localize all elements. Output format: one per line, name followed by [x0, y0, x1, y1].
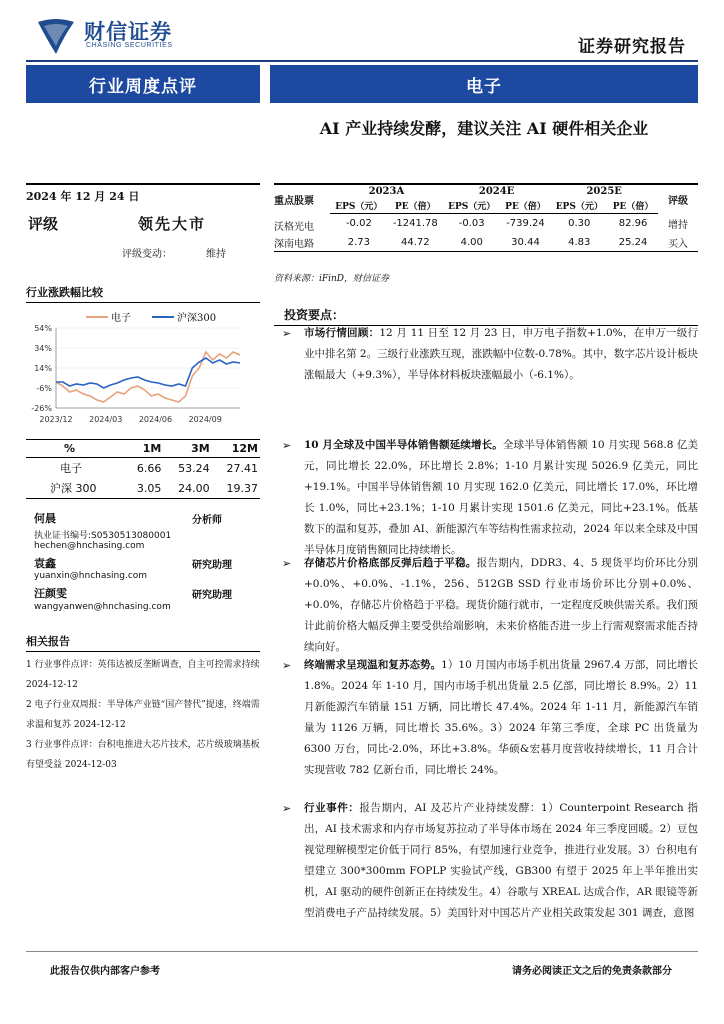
table-header-cell: EPS（元）: [443, 198, 501, 214]
table-header-cell: 评级: [658, 184, 698, 214]
table-source: 资料来源：iFinD，财信证券: [274, 274, 390, 284]
table-header-cell: 3M: [163, 440, 211, 458]
related-report-item[interactable]: 2 电子行业双周报：半导体产业链“国产替代”提速，终端需求温和复苏 2024-12-12: [26, 700, 260, 730]
legend-label: 沪深300: [177, 313, 217, 324]
report-headline: AI 产业持续发酵，建议关注 AI 硬件相关企业: [319, 119, 649, 138]
investment-point: [282, 435, 698, 561]
point-heading: 终端需求呈现温和复苏态势。: [304, 659, 442, 671]
investment-point: [282, 323, 698, 386]
analyst-email[interactable]: hechen@hnchasing.com: [34, 541, 145, 551]
table-row: [274, 214, 698, 234]
header-divider: [26, 60, 698, 62]
related-reports-list: [26, 655, 260, 775]
table-cell: 增持: [668, 220, 688, 231]
analyst-role: 研究助理: [192, 590, 232, 601]
point-text: 12 月 11 日至 12 月 23 日，申万电子指数+1.0%，在申万一级行业中排名第 2。三级行业涨跌互现，涨跌幅中位数-0.78%。其中，数字芯片设计板块涨幅最大（+9.3%），半导体材料板块涨幅最小（-6.1%）。: [304, 327, 699, 381]
table-cell: 买入: [658, 234, 698, 252]
series-line-electronics: [56, 352, 240, 402]
related-reports-title: 相关报告: [26, 633, 260, 652]
table-cell: 25.24: [608, 234, 658, 252]
table-row: [26, 458, 260, 479]
investment-point: [282, 798, 698, 924]
table-header-cell: PE（倍）: [388, 198, 443, 214]
series-line-hs300: [56, 358, 240, 388]
performance-table: [26, 439, 260, 499]
table-cell: 30.44: [501, 234, 551, 252]
table-cell: 沃格光电: [274, 221, 314, 233]
table-row: [274, 234, 698, 252]
table-cell: 27.41: [226, 461, 258, 475]
y-tick-label: 54%: [34, 324, 52, 333]
table-cell: 24.00: [163, 478, 211, 499]
point-text: 报告期内，AI 及芯片产业持续发酵：1）Counterpoint Research 指出，AI 技术需求和内存市场复苏拉动了半导体市场在 2024 年三季度回暖。2）豆包视觉理解模型定价低于同行 85%，有望加速行业竞争，推进行业发展。3）台积电有望建立 300*300mm FOPLP 实验试产线，GB300 有望于 2025 年上半年推出实机，AI 驱动的硬件创新正在持续发生。4）谷歌与 XREAL 达成合作，AR 眼镜等新型消费电子产品持续发展。5）美国针对中国芯片产业相关政策发起 301 调查，意图: [304, 802, 698, 919]
table-header-row: [274, 184, 698, 198]
point-heading: 10 月全球及中国半导体销售额延续增长。: [304, 439, 503, 451]
table-header-row: [26, 440, 260, 458]
analyst-email[interactable]: yuanxin@hnchasing.com: [34, 571, 148, 581]
table-subheader-row: [274, 198, 698, 214]
key-stocks-table: [274, 183, 698, 252]
table-cell: 3.05: [125, 478, 164, 499]
table-cell: 4.83: [550, 234, 608, 252]
performance-chart: [26, 322, 260, 426]
table-cell: 82.96: [618, 218, 648, 230]
table-header-cell: EPS（元）: [550, 198, 608, 214]
analyst-role: 分析师: [192, 515, 222, 526]
table-cell: 44.72: [388, 234, 443, 252]
table-cell: 0.30: [568, 218, 591, 230]
related-report-item[interactable]: 3 行业事件点评：台积电推进大芯片技术，芯片级玻璃基板有望受益 2024-12-03: [26, 740, 260, 770]
x-tick-label: 2024/06: [138, 415, 173, 424]
table-cell: 电子: [60, 462, 82, 475]
x-tick-label: 2023/12: [39, 415, 73, 424]
table-header-cell: EPS（元）: [330, 198, 388, 214]
arrow-bullet-icon: ➢: [282, 327, 292, 340]
footer-note: 此报告仅供内部客户参考: [50, 966, 160, 977]
rating-change-value: 维持: [206, 249, 226, 260]
investment-point: [282, 553, 698, 658]
table-cell: -1241.78: [392, 218, 438, 230]
point-text: 全球半导体销售额 10 月实现 568.8 亿美元，同比增长 22.0%，环比增长 2.8%；1-10 月累计实现 5026.9 亿美元，同比+19.1%。中国半导体销售额 10 月实现 162.0 亿美元，同比增长 17.0%，环比增长 1.0%，同比+23.1%；1-10 月累计实现 1501.6 亿美元，同比+23.1%。低基数下的温和复苏，叠加 AI、新能源汽车等结构性需求拉动，2024 年以来全球及中国半导体月度销售额同比持续增长。: [304, 439, 698, 556]
logo-text: 财信证券: [84, 20, 172, 44]
table-cell: 6.66: [136, 461, 162, 475]
logo-icon: [34, 14, 78, 58]
table-cell: 深南电路: [274, 234, 330, 252]
y-tick-label: -6%: [36, 384, 52, 393]
footer-disclaimer: 请务必阅读正文之后的免责条款部分: [512, 966, 672, 977]
investment-points-title: 投资要点：: [274, 306, 698, 326]
industry-banner: 电子: [270, 65, 698, 103]
logo-subtext: CHASING SECURITIES: [86, 42, 173, 49]
arrow-bullet-icon: ➢: [282, 439, 292, 452]
y-tick-label: -26%: [31, 404, 52, 413]
table-cell: 2.73: [330, 234, 388, 252]
point-heading: 市场行情回顾：: [304, 327, 380, 339]
table-header-cell: 1M: [125, 440, 164, 458]
y-tick-label: 34%: [34, 344, 52, 353]
y-tick-label: 14%: [34, 364, 52, 373]
footer-divider: [26, 951, 698, 952]
category-banner: 行业周度点评: [26, 65, 260, 103]
table-row: [26, 478, 260, 499]
table-header-cell: 12M: [212, 440, 260, 458]
investment-point: [282, 655, 698, 781]
table-header-cell: PE（倍）: [501, 198, 551, 214]
table-header-cell: PE（倍）: [608, 198, 658, 214]
analyst-cert: 执业证书编号:S0530513080001: [34, 531, 172, 541]
point-heading: 行业事件：: [304, 802, 360, 814]
point-text: 报告期内，DDR3、4、5 现货平均价环比分别+0.0%、+0.0%、-1.1%，256、512GB SSD 行业市场价环比分别+0.0%、+0.0%，存储芯片价格趋于平稳。现货价随行就市，一定程度反映供需关系。我们预计此前价格大幅反弹主要受供给端影响，未来价格能否进一步上行需观察需求能否持续向好。: [304, 557, 699, 653]
rating-value: 领先大市: [138, 215, 207, 233]
table-header-cell: 重点股票: [274, 184, 330, 214]
arrow-bullet-icon: ➢: [282, 659, 292, 672]
x-tick-label: 2024/09: [188, 415, 222, 424]
analyst-role: 研究助理: [192, 560, 232, 571]
table-header-cell: 2023A: [330, 184, 443, 198]
legend-label: 电子: [111, 313, 131, 324]
report-type: 证券研究报告: [578, 37, 686, 57]
point-text: 1）10 月国内市场手机出货量 2967.4 万部，同比增长 1.8%。2024 年 1-10 月，国内市场手机出货量 2.5 亿部，同比增长 8.9%。2）11 月新能源汽车销量 151 万辆，同比增长 47.4%。2024 年 1-11 月，新能源汽车销量为 1126 万辆，同比增长 35.6%。3）2024 年第三季度，全球 PC 出货量为 6300 万台，同比-2.0%，环比+3.8%。华硕&宏碁月度营收持续增长，11 月合计实现营收 782 亿新台币，同比增长 24%。: [304, 659, 699, 776]
table-cell: -739.24: [506, 218, 545, 230]
table-cell: 19.37: [212, 478, 260, 499]
analyst-email[interactable]: wangyanwen@hnchasing.com: [34, 602, 171, 612]
report-date: 2024 年 12 月 24 日: [26, 183, 260, 204]
table-header-cell: 2024E: [443, 184, 551, 198]
analyst-name: 何晨: [34, 512, 56, 525]
table-cell: -0.02: [345, 218, 372, 230]
analyst-name: 袁鑫: [34, 557, 56, 570]
legend-swatch: [152, 316, 174, 318]
arrow-bullet-icon: ➢: [282, 557, 292, 570]
related-report-item[interactable]: 1 行业事件点评：英伟达被反垄断调查，自主可控需求持续 2024-12-12: [26, 660, 260, 690]
x-tick-label: 2024/03: [89, 415, 123, 424]
arrow-bullet-icon: ➢: [282, 802, 292, 815]
table-cell: 4.00: [443, 234, 501, 252]
table-cell: -0.03: [458, 218, 485, 230]
table-cell: 沪深 300: [26, 478, 125, 499]
rating-label: 评级: [28, 215, 59, 233]
table-header-cell: 2025E: [550, 184, 658, 198]
analyst-name: 汪颜雯: [34, 587, 67, 600]
legend-swatch: [86, 316, 108, 318]
chart-section-title: 行业涨跌幅比较: [26, 284, 260, 303]
table-header-cell: %: [26, 440, 125, 458]
table-cell: 53.24: [178, 461, 210, 475]
rating-change-label: 评级变动：: [122, 249, 172, 260]
point-heading: 存储芯片价格底部反弹后趋于平稳。: [304, 557, 477, 569]
